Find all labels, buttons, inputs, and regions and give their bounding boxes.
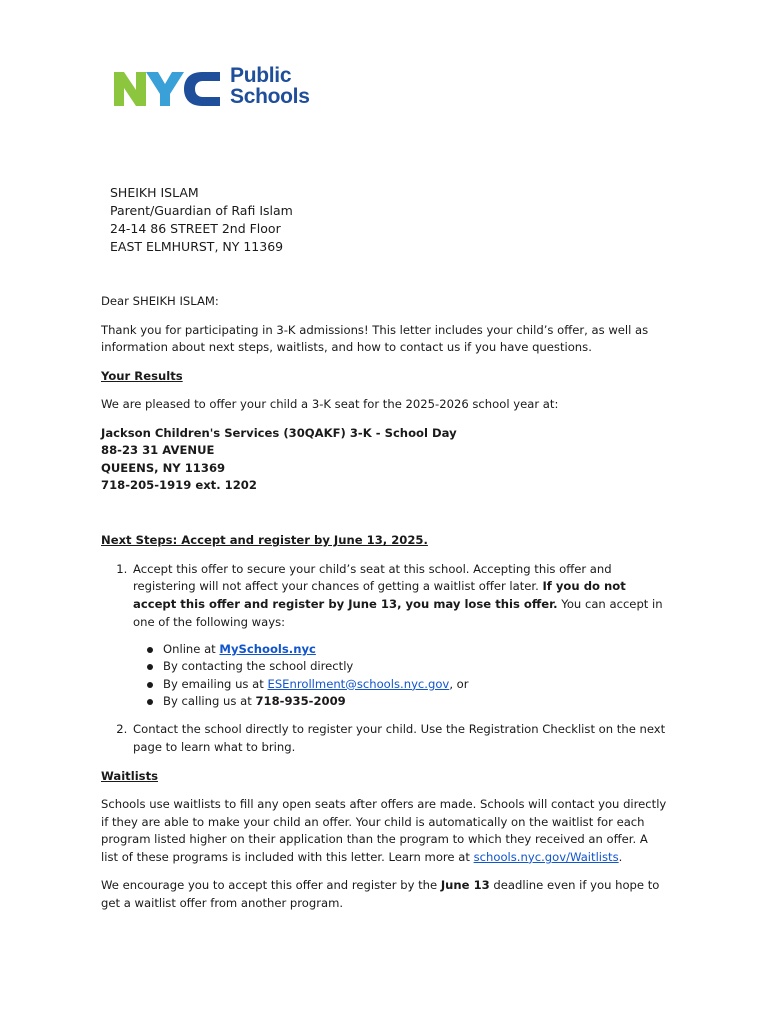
school-street: 88-23 31 AVENUE — [101, 443, 215, 458]
waitlists-end: . — [618, 849, 623, 864]
myschools-link[interactable]: MySchools.nyc — [219, 642, 316, 657]
school-city: QUEENS, NY 11369 — [101, 460, 226, 475]
way-email-suffix: , or — [449, 676, 469, 691]
step1-text: Accept this offer to secure your child’s seat at this school. Accepting this offer and registering will not affect your chances of getting a waitlist offer later. — [133, 561, 612, 594]
results-heading: Your Results — [101, 368, 183, 383]
way-call — [163, 693, 667, 710]
logo-line-public: Public — [230, 64, 292, 87]
way-online — [163, 641, 667, 658]
call-number: 718-935-2009 — [255, 694, 346, 709]
step1-warning: If you do not accept this offer and register by June 13, you may lose this offer. — [133, 579, 626, 611]
waitlists-text: Schools use waitlists to fill any open seats after offers are made. Schools will contact you directly if they are able to make your child an offer. Your child is automatically on the waitlist for each program listed higher on their application than the program to which they received an offer. A list of these programs is included with this letter. Learn more at — [101, 797, 667, 864]
recipient-name: SHEIKH ISLAM — [110, 185, 199, 200]
waitlists-heading: Waitlists — [101, 768, 159, 783]
nyc-logo-icon — [112, 66, 224, 112]
step1-ways-intro: You can accept in one of the following ways: — [133, 596, 663, 629]
way-online-label: Online at — [163, 642, 220, 657]
encourage-text-b: deadline even if you hope to get a waitlist offer from another program. — [101, 878, 660, 911]
next-steps-list — [101, 561, 667, 757]
recipient-city: EAST ELMHURST, NY 11369 — [110, 239, 284, 254]
recipient-street: 24-14 86 STREET 2nd Floor — [110, 221, 281, 236]
recipient-address — [110, 184, 293, 256]
logo-wordmark — [230, 65, 310, 107]
logo-line-schools: Schools — [230, 85, 310, 108]
nyc-public-schools-logo — [112, 60, 332, 116]
intro-paragraph: Thank you for participating in 3-K admissions! This letter includes your child’s offer, as well as information about next steps, waitlists, and how to contact us if you have questions. — [101, 322, 649, 355]
school-name: Jackson Children's Services (30QAKF) 3-K - School Day — [101, 425, 457, 440]
offer-text: We are pleased to offer your child a 3-K seat for the 2025-2026 school year at: — [101, 397, 559, 412]
way-contact-school: By contacting the school directly — [163, 658, 667, 675]
waitlists-link[interactable]: schools.nyc.gov/Waitlists — [473, 849, 619, 864]
accept-ways-list — [133, 641, 667, 710]
letter-body — [101, 293, 667, 924]
encourage-paragraph — [101, 877, 667, 912]
way-email-label: By emailing us at — [163, 676, 268, 691]
step-register: 2. Contact the school directly to register your child. Use the Registration Checklist on the next page to learn what to bring. — [131, 721, 667, 756]
encourage-text-a: We encourage you to accept this offer and register by the — [101, 878, 441, 893]
next-steps-heading: Next Steps: Accept and register by June 13, 2025. — [101, 533, 428, 548]
way-email — [163, 676, 667, 693]
waitlists-paragraph — [101, 796, 667, 866]
school-phone: 718-205-1919 ext. 1202 — [101, 477, 257, 492]
salutation: Dear SHEIKH ISLAM: — [101, 294, 219, 308]
encourage-deadline: June 13 — [440, 878, 490, 893]
school-info — [101, 425, 667, 494]
recipient-guardian-line: Parent/Guardian of Rafi Islam — [110, 203, 293, 218]
step-accept — [131, 561, 667, 711]
way-call-label: By calling us at — [163, 694, 256, 709]
email-link[interactable]: ESEnrollment@schools.nyc.gov — [267, 676, 450, 691]
